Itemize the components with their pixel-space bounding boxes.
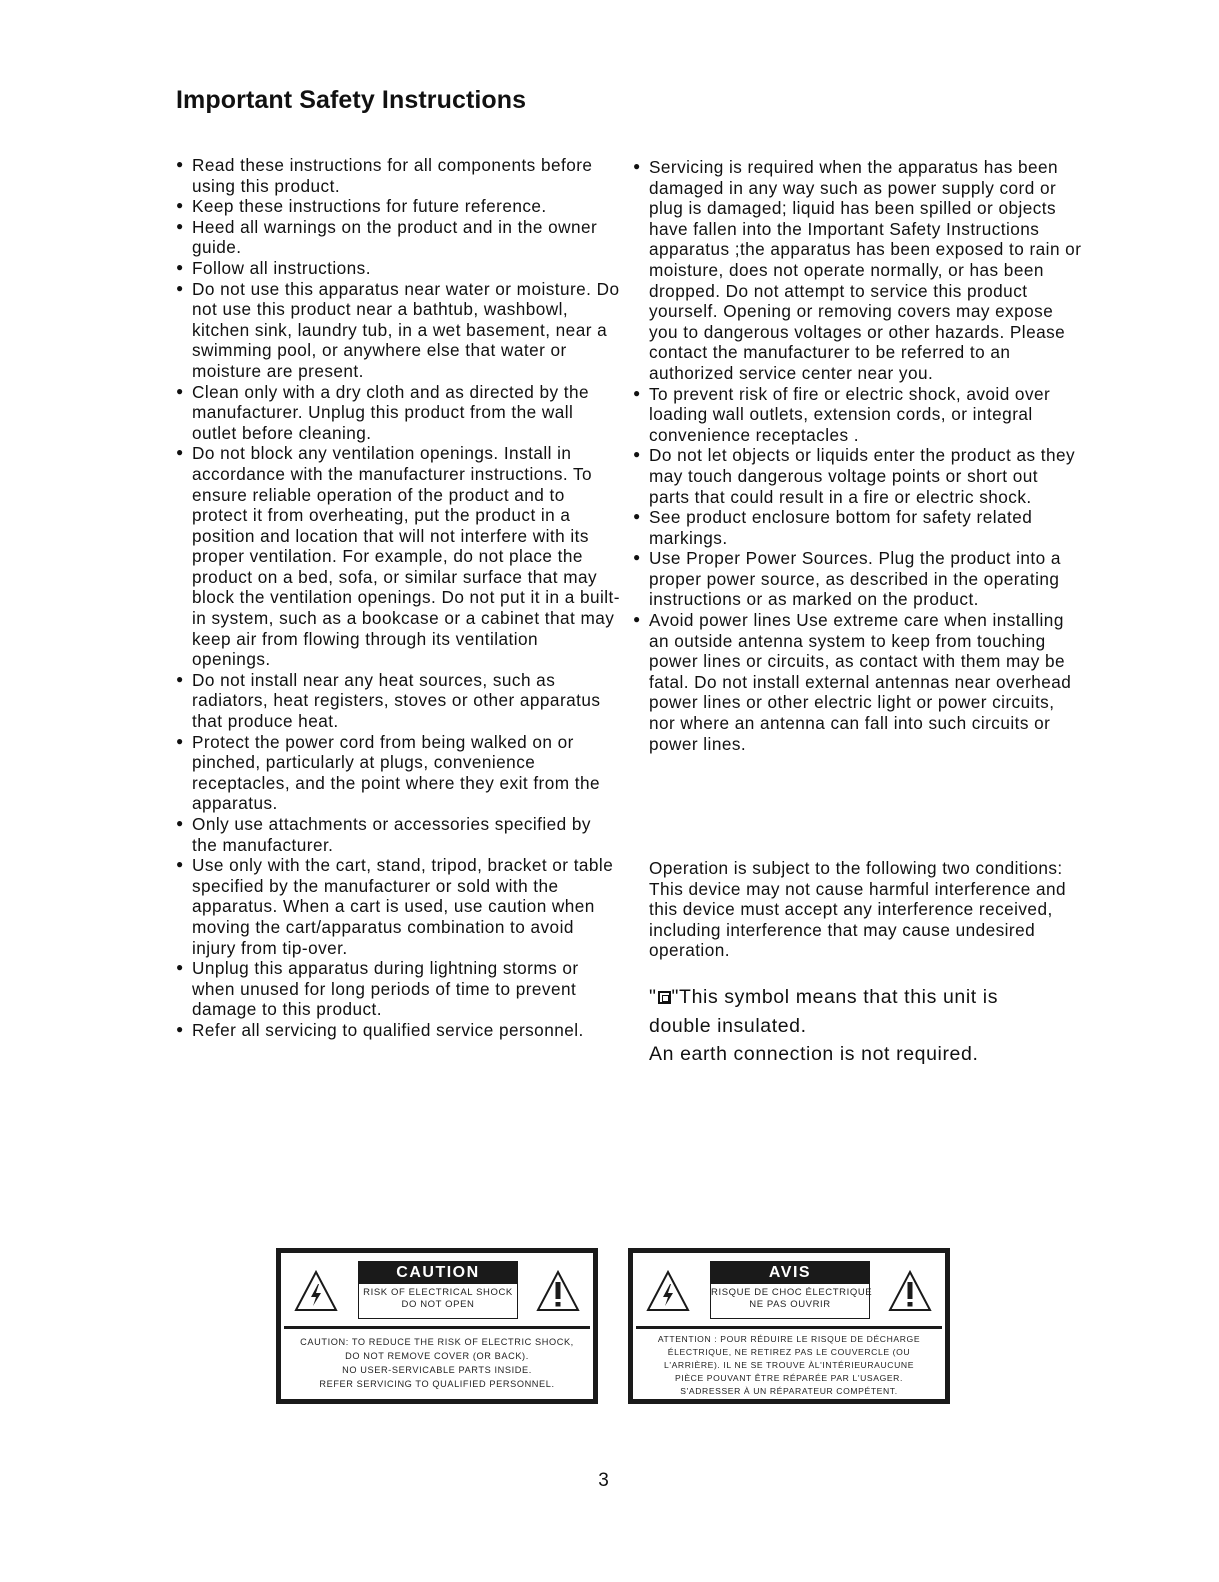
avis-body-line: L'ARRIÈRE). IL NE SE TROUVE ÀL'INTÉRIEURAUCUNE: [663, 1360, 915, 1370]
avis-heading: AVIS: [711, 1262, 869, 1284]
caution-label: [276, 1248, 598, 1404]
list-item: ● Only use attachments or accessories specified by the manufacturer.: [176, 814, 621, 855]
list-item: ● Read these instructions for all components before using this product.: [176, 155, 621, 196]
exclamation-triangle-icon: [536, 1269, 580, 1313]
list-item: ● Avoid power lines Use extreme care when installing an outside antenna system to keep from touching power lines or circuits, as contact with them may be fatal. Do not install external antennas near overhead power lines or other electric light or power circuits, nor where an antenna can fall into such circuits or power lines.: [633, 610, 1083, 754]
avis-body: [636, 1331, 942, 1395]
caution-label-center: [358, 1261, 518, 1319]
caution-body-line: NO USER-SERVICABLE PARTS INSIDE.: [342, 1365, 532, 1375]
avis-subtext: [711, 1284, 873, 1311]
avis-sub-line: NE PAS OUVRIR: [749, 1299, 831, 1310]
caution-heading: CAUTION: [359, 1262, 517, 1284]
avis-label-top: [636, 1256, 942, 1329]
avis-body-line: PIÈCE POUVANT ÊTRE RÉPARÉE PAR L'USAGER.: [675, 1373, 903, 1383]
caution-body-line: REFER SERVICING TO QUALIFIED PERSONNEL.: [319, 1379, 555, 1389]
avis-body-line: S'ADRESSER À UN RÉPARATEUR COMPÉTENT.: [680, 1386, 898, 1396]
list-item: ● Servicing is required when the apparatus has been damaged in any way such as power supply cord or plug is damaged; liquid has been spilled or objects have fallen into the Important Safety Instructions apparatus ;the apparatus has been exposed to rain or moisture, does not operate normally, or has been dropped. Do not attempt to service this product yourself. Opening or removing covers may expose you to dangerous voltages or other hazards. Please contact the manufacturer to be referred to an authorized service center near you.: [633, 157, 1083, 384]
caution-sub-line: RISK OF ELECTRICAL SHOCK: [363, 1287, 513, 1298]
avis-sub-line: RISQUE DE CHOC ÉLECTRIQUE: [711, 1287, 873, 1298]
page-number: 3: [598, 1470, 609, 1491]
avis-label-center: [710, 1261, 873, 1319]
list-item: ● See product enclosure bottom for safety related markings.: [633, 507, 1083, 548]
exclamation-triangle-icon: [888, 1269, 932, 1313]
list-item: ● Do not install near any heat sources, such as radiators, heat registers, stoves or other apparatus that produce heat.: [176, 670, 621, 732]
symbol-note-line: An earth connection is not required.: [649, 1043, 979, 1065]
list-item: ● Follow all instructions.: [176, 258, 621, 279]
symbol-note-text: "This symbol means that this unit is: [671, 986, 999, 1008]
list-item: ● Heed all warnings on the product and in the owner guide.: [176, 217, 621, 258]
caution-label-top: [284, 1256, 590, 1329]
list-item: ● Protect the power cord from being walked on or pinched, particularly at plugs, convenience receptacles, and the point where they exit from the apparatus.: [176, 732, 621, 814]
avis-label: [628, 1248, 950, 1404]
double-square-icon: [658, 991, 671, 1004]
list-item: ● Do not block any ventilation openings. Install in accordance with the manufacturer instructions. To ensure reliable operation of the product and to protect it from overheating, put the product in a position and location that will not interfere with its proper ventilation. For example, do not place the product on a bed, sofa, or similar surface that may block the ventilation openings. Do not put it in a built-in system, such as a bookcase or a cabinet that may keep air from flowing through its ventilation openings.: [176, 443, 621, 670]
caution-body-line: DO NOT REMOVE COVER (OR BACK).: [345, 1351, 529, 1361]
list-item: ● To prevent risk of fire or electric shock, avoid over loading wall outlets, extension cords, or integral convenience receptacles .: [633, 384, 1083, 446]
page-title: Important Safety Instructions: [176, 86, 527, 114]
lightning-bolt-triangle-icon: [646, 1269, 690, 1313]
symbol-note-line: [649, 983, 1069, 1012]
double-insulation-note: [649, 983, 1069, 1069]
caution-subtext: [359, 1284, 517, 1311]
right-instruction-list: [633, 157, 1083, 754]
symbol-note-quote: ": [649, 986, 657, 1008]
list-item: ● Use only with the cart, stand, tripod, bracket or table specified by the manufacturer or sold with the apparatus. When a cart is used, use caution when moving the cart/apparatus combination to avoid injury from tip-over.: [176, 855, 621, 958]
list-item: ● Use Proper Power Sources. Plug the product into a proper power source, as described in the operating instructions or as marked on the product.: [633, 548, 1083, 610]
list-item: ● Do not use this apparatus near water or moisture. Do not use this product near a bathtub, washbowl, kitchen sink, laundry tub, in a wet basement, near a swimming pool, or anywhere else that water or moisture are present.: [176, 279, 621, 382]
avis-body-line: ÉLECTRIQUE, NE RETIREZ PAS LE COUVERCLE (OU: [667, 1347, 911, 1357]
left-instruction-list: [176, 155, 621, 1041]
lightning-bolt-triangle-icon: [294, 1269, 338, 1313]
fcc-statement: Operation is subject to the following two conditions: This device may not cause harmful interference and this device must accept any interference received, including interference that may cause undesired operation.: [649, 858, 1067, 961]
caution-body-line: CAUTION: TO REDUCE THE RISK OF ELECTRIC SHOCK,: [300, 1337, 574, 1347]
caution-body: [284, 1331, 590, 1395]
list-item: ● Refer all servicing to qualified service personnel.: [176, 1020, 621, 1041]
list-item: ● Keep these instructions for future reference.: [176, 196, 621, 217]
list-item: ● Do not let objects or liquids enter the product as they may touch dangerous voltage points or short out parts that could result in a fire or electric shock.: [633, 445, 1083, 507]
caution-sub-line: DO NOT OPEN: [401, 1299, 475, 1310]
avis-body-line: ATTENTION : POUR RÉDUIRE LE RISQUE DE DÉCHARGE: [657, 1334, 921, 1344]
list-item: ● Unplug this apparatus during lightning storms or when unused for long periods of time to prevent damage to this product.: [176, 958, 621, 1020]
list-item: ● Clean only with a dry cloth and as directed by the manufacturer. Unplug this product from the wall outlet before cleaning.: [176, 382, 621, 444]
symbol-note-line: double insulated.: [649, 1014, 807, 1037]
